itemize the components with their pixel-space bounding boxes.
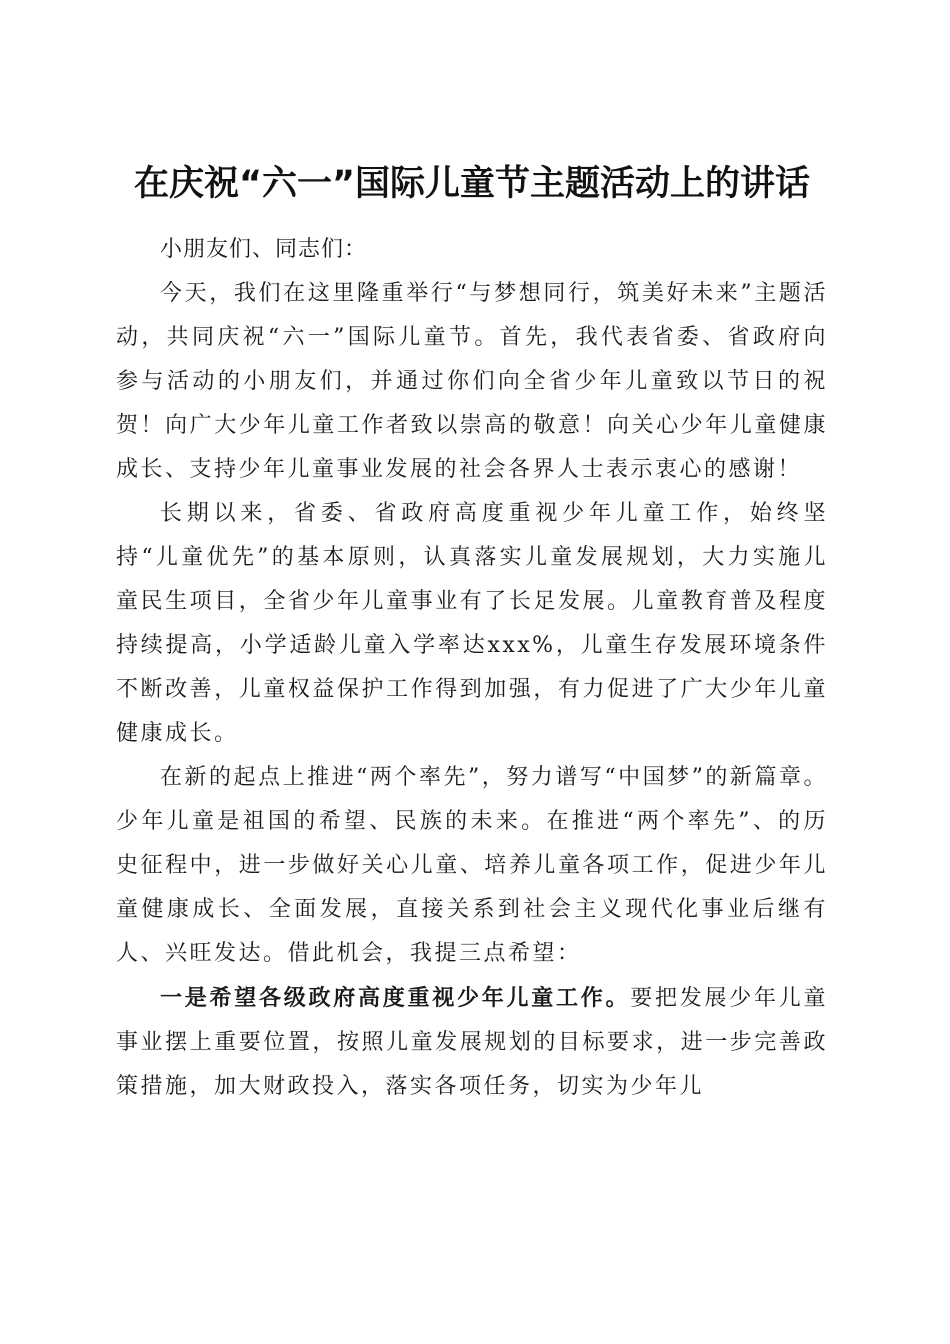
paragraph-opening: 今天，我们在这里隆重举行“与梦想同行，筑美好未来”主题活动，共同庆祝“六一”国际儿童节。首先，我代表省委、省政府向参与活动的小朋友们，并通过你们向全省少年儿童致以节日的祝贺！向广大少年儿童工作者致以崇高的敬意！向关心少年儿童健康成长、支持少年儿童事业发展的社会各界人士表示衷心的感谢！ (116, 281, 828, 482)
document-body (116, 228, 828, 1109)
point-one-lead: 一是希望各级政府高度重视少年儿童工作。 (160, 985, 631, 1011)
salutation: 小朋友们、同志们： (160, 237, 368, 262)
paragraph-achievements: 长期以来，省委、省政府高度重视少年儿童工作，始终坚持“儿童优先”的基本原则，认真落实儿童发展规划，大力实施儿童民生项目，全省少年儿童事业有了长足发展。儿童教育普及程度持续提高，小学适龄儿童入学率达xxx%，儿童生存发展环境条件不断改善，儿童权益保护工作得到加强，有力促进了广大少年儿童健康成长。 (116, 501, 828, 746)
point-one-text: 要把发展少年儿童事业摆上重要位置，按照儿童发展规划的目标要求，进一步完善政策措施，加大财政投入，落实各项任务，切实为少年儿 (116, 986, 828, 1099)
page-title: 在庆祝“六一”国际儿童节主题活动上的讲话 (133, 164, 810, 205)
paragraph-point-one (116, 976, 828, 1109)
paragraph-new-starting-point: 在新的起点上推进“两个率先”，努力谱写“中国梦”的新篇章。少年儿童是祖国的希望、民族的未来。在推进“两个率先”、的历史征程中，进一步做好关心儿童、培养儿童各项工作，促进少年儿童健康成长、全面发展，直接关系到社会主义现代化事业后继有人、兴旺发达。借此机会，我提三点希望： (116, 765, 828, 966)
